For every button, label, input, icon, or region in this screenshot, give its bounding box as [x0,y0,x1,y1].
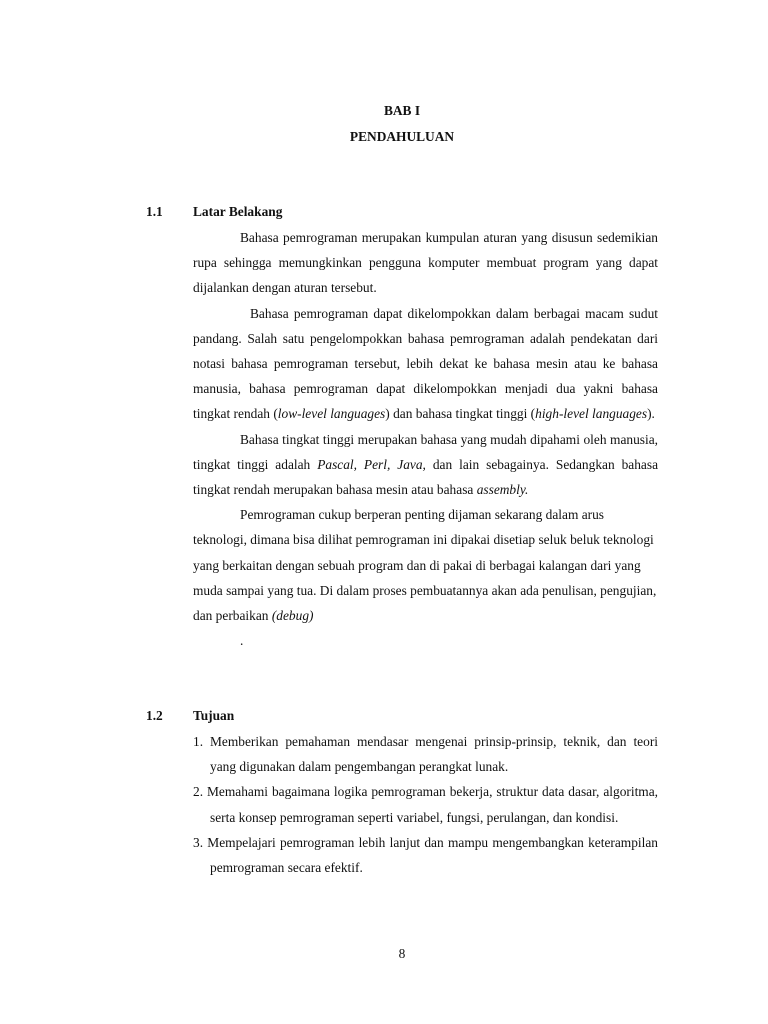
paragraph: Bahasa pemrograman merupakan kumpulan aturan yang disusun sedemikian rupa sehingga memungkinkan pengguna komputer membuat program yang dapat dijalankan dengan aturan tersebut. [193,230,658,296]
list-item: 1. Memberikan pemahaman mendasar mengenai prinsip-prinsip, teknik, dan teori yang digunakan dalam pengembangan perangkat lunak. [193,734,658,775]
paragraph: Bahasa pemrograman dapat dikelompokkan dalam berbagai macam sudut pandang. Salah satu pengelompokkan bahasa pemrograman adalah pendekatan dari notasi bahasa pemrograman tersebut, lebih dekat ke bahasa mesin atau ke bahasa manusia, bahasa pemrograman dapat dikelompokkan menjadi dua yakni bahasa tingkat rendah (low-level languages) dan bahasa tingkat tinggi (high-level languages). [193,305,658,422]
list-item: 3. Mempelajari pemrograman lebih lanjut dan mampu mengembangkan keterampilan pemrograman secara efektif. [193,834,658,876]
list-item: 2. Memahami bagaimana logika pemrograman bekerja, struktur data dasar, algoritma, serta konsep pemrograman seperti variabel, fungsi, perulangan, dan kondisi. [193,784,658,825]
paragraph-end-dot: . [240,633,244,649]
section-body [193,225,658,653]
section-title: Tujuan [193,708,235,723]
paragraph: Bahasa tingkat tinggi merupakan bahasa yang mudah dipahami oleh manusia, tingkat tinggi adalah Pascal, Perl, Java, dan lain sebagainya. Sedangkan bahasa tingkat rendah merupakan bahasa mesin atau bahasa assembly. [193,431,659,498]
objectives-list [193,729,658,880]
section-number: 1.1 [146,204,163,219]
section-number: 1.2 [146,708,163,723]
section-title: Latar Belakang [193,204,283,219]
paragraph: Pemrograman cukup berperan penting dijaman sekarang dalam arus teknologi, dimana bisa dilihat pemrograman ini dipakai disetiap seluk beluk teknologi yang berkaitan dengan sebuah program dan di pakai di berbagai kalangan dari yang muda sampai yang tua. Di dalam proses pembuatannya akan ada penulisan, pengujian, dan perbaikan (debug) [193,507,657,624]
chapter-number: BAB I [383,103,421,118]
page-number: 8 [398,946,406,961]
chapter-title: PENDAHULUAN [349,129,455,144]
